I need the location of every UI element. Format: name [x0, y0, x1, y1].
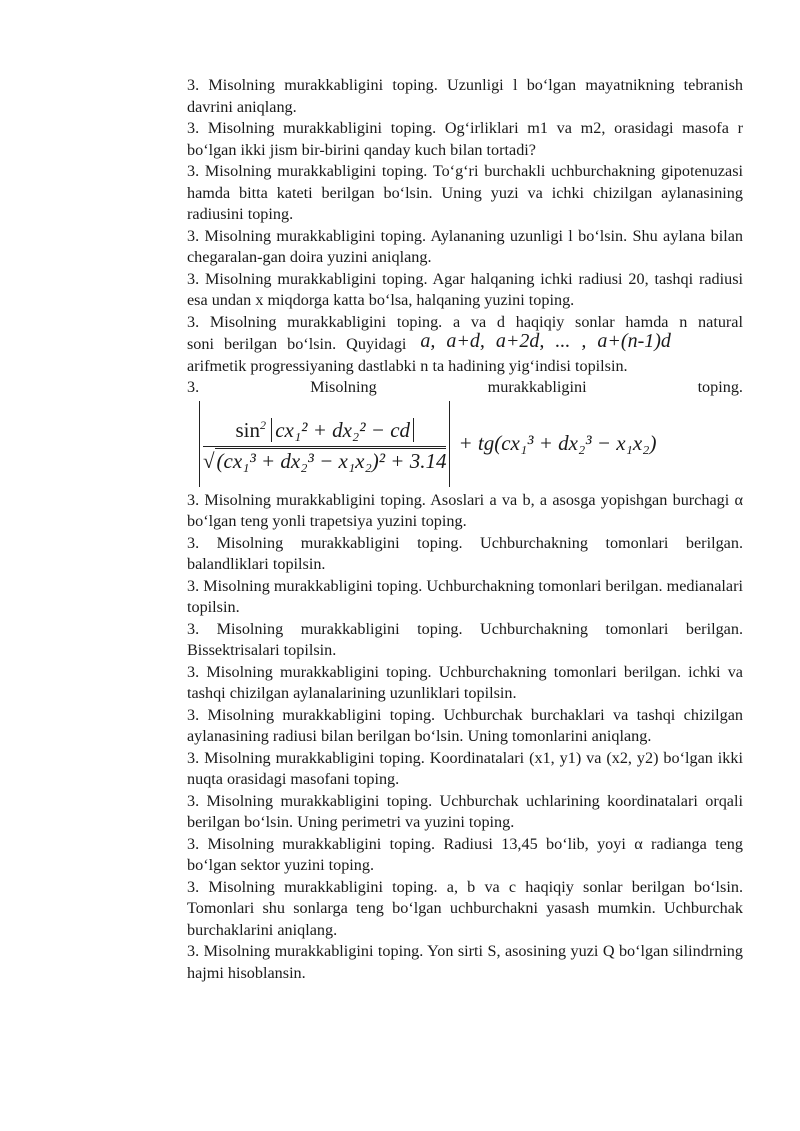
problem-item-12: 3. Misolning murakkabligini toping. Koordinatalari (x1, y1) va (x2, y2) bo‘lgan ikki nuqta orasidagi masofani toping.	[187, 748, 743, 788]
problem-item-8: 3. Misolning murakkabligini toping. Uchburchakning tomonlari berilgan. medianalari topilsin.	[187, 576, 743, 616]
problem-item-progression	[187, 312, 743, 378]
problem-item-7: 3. Misolning murakkabligini toping. Uchburchakning tomonlari berilgan. balandliklari topilsin.	[187, 533, 743, 573]
progression-line-3: arifmetik progressiyaning dastlabki n ta hadining yig‘indisi topilsin.	[187, 356, 628, 375]
progression-line-2-text: soni berilgan bo‘lsin. Quyidagi	[187, 335, 407, 353]
problem-item-6: 3. Misolning murakkabligini toping. Asoslari a va b, a asosga yopishgan burchagi α bo‘lgan teng yonli trapetsiya yuzini toping.	[187, 490, 743, 530]
formula-item-heading	[187, 377, 743, 399]
progression-formula: a, a+d, a+2d, ... , a+(n-1)d	[420, 330, 671, 352]
problem-item-formula	[187, 377, 743, 487]
problem-item-14: 3. Misolning murakkabligini toping. Radiusi 13,45 bo‘lib, yoyi α radianga teng bo‘lgan sektor yuzini toping.	[187, 834, 743, 874]
fraction-numerator	[231, 415, 418, 446]
sin-exponent: 2	[259, 418, 266, 432]
denominator-expression: (cx₁³ + dx₂³ − x₁x₂)² + 3.14	[216, 448, 447, 473]
sqrt-sign: √	[203, 448, 215, 473]
heading-word-3: murakkabligini	[487, 378, 587, 396]
progression-line-2	[187, 330, 743, 356]
problem-item-1: 3. Misolning murakkabligini toping. Uzunligi l bo‘lgan mayatnikning tebranish davrini aniqlang.	[187, 76, 743, 116]
heading-word-2: Misolning	[310, 378, 377, 396]
problem-item-3: 3. Misolning murakkabligini toping. To‘g‘ri burchakli uchburchakning gipotenuzasi hamda bitta kateti berilgan bo‘lsin. Uning yuzi va ichki chizilgan aylanasining radiusini toping.	[187, 162, 743, 223]
problem-item-10: 3. Misolning murakkabligini toping. Uchburchakning tomonlari berilgan. ichki va tashqi chizilgan aylanalarining uzunliklari topilsin.	[187, 662, 743, 702]
problem-item-11: 3. Misolning murakkabligini toping. Uchburchak burchaklari va tashqi chizilgan aylanasining radiusi bilan berilgan bo‘lsin. Uning tomonlarini aniqlang.	[187, 705, 743, 745]
fraction	[203, 415, 446, 472]
problem-item-9: 3. Misolning murakkabligini toping. Uchburchakning tomonlari berilgan. Bissektrisalari topilsin.	[187, 619, 743, 659]
problem-item-16: 3. Misolning murakkabligini toping. Yon sirti S, asosining yuzi Q bo‘lgan silindrning hajmi hisoblansin.	[187, 942, 743, 982]
problem-item-5: 3. Misolning murakkabligini toping. Agar halqaning ichki radiusi 20, tashqi radiusi esa undan x miqdorga katta bo‘lsa, halqaning yuzini toping.	[187, 269, 743, 309]
problem-item-2: 3. Misolning murakkabligini toping. Og‘irliklari m1 va m2, orasidagi masofa r bo‘lgan ikki jism bir-birini qanday kuch bilan tortadi?	[187, 119, 743, 159]
sin-function: sin	[235, 418, 260, 442]
problem-item-4: 3. Misolning murakkabligini toping. Aylananing uzunligi l bo‘lsin. Shu aylana bilan chegaralan-gan doira yuzini aniqlang.	[187, 226, 743, 266]
numerator-expression: cx₁² + dx₂² − cd	[271, 418, 414, 442]
heading-word-4: toping.	[697, 378, 743, 396]
heading-word-1: 3.	[187, 378, 200, 396]
formula-tail: + tg(cx₁³ + dx₂³ − x₁x₂)	[458, 430, 657, 455]
problem-item-13: 3. Misolning murakkabligini toping. Uchburchak uchlarining koordinatalari orqali berilgan bo‘lsin. Uning perimetri va yuzini toping.	[187, 791, 743, 831]
problem-item-15: 3. Misolning murakkabligini toping. a, b va c haqiqiy sonlar berilgan bo‘lsin. Tomonlari shu sonlarga teng bo‘lgan uchburchakni yasash mumkin. Uchburchak burchaklarini aniqlang.	[187, 877, 743, 939]
math-formula	[199, 401, 743, 487]
fraction-denominator	[203, 446, 446, 473]
outer-absolute-value	[199, 401, 450, 487]
progression-line-1: 3. Misolning murakkabligini toping. a va d haqiqiy sonlar hamda n natural	[187, 312, 743, 331]
document-page	[187, 75, 743, 984]
